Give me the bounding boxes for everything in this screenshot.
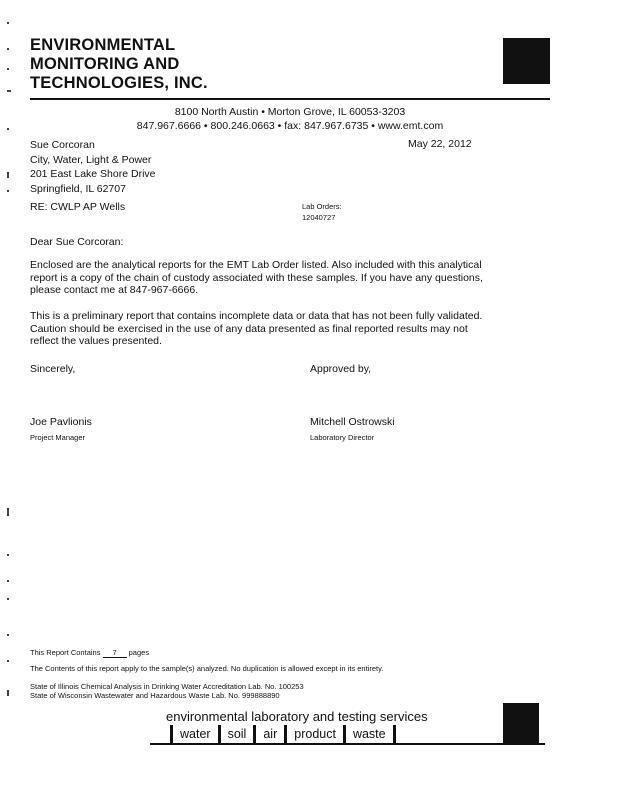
body-paragraph-2: This is a preliminary report that contains incomplete data or data that has not been fully validated. Caution should be exercised in the use of any data presented as final reported results may not reflect the values presented. bbox=[30, 310, 483, 347]
body-paragraph-1: Enclosed are the analytical reports for the EMT Lab Order listed. Also included with this analytical report is a copy of the chain of custody associated with these samples. If you have any questions, please contact me at 847-967-6666. bbox=[30, 259, 483, 296]
recipient-street: 201 East Lake Shore Drive bbox=[30, 168, 156, 180]
recipient-name: Sue Corcoran bbox=[30, 139, 95, 151]
service-air: air bbox=[263, 727, 278, 741]
lab-orders bbox=[302, 201, 342, 223]
signer2-name: Mitchell Ostrowski bbox=[310, 416, 395, 428]
service-soil: soil bbox=[227, 727, 247, 741]
service-product: product bbox=[294, 727, 336, 741]
recipient-org: City, Water, Light & Power bbox=[30, 153, 152, 166]
closing-sincerely: Sincerely, bbox=[30, 363, 76, 375]
duplication-notice: The Contents of this report apply to the sample(s) analyzed. No duplication is allowed except in its entirety. bbox=[30, 664, 384, 673]
company-name bbox=[30, 36, 208, 93]
scan-mark bbox=[7, 598, 9, 600]
services-divider bbox=[393, 725, 396, 743]
footer-logo-block bbox=[503, 703, 539, 743]
recipient-block bbox=[30, 138, 156, 196]
scan-mark bbox=[7, 48, 9, 50]
scan-mark bbox=[7, 690, 9, 696]
service-waste: waste bbox=[352, 727, 386, 741]
cert-wisconsin: State of Wisconsin Wastewater and Hazardous Waste Lab. No. 999888890 bbox=[30, 691, 280, 700]
company-name-line1: ENVIRONMENTAL bbox=[30, 36, 176, 54]
salutation: Dear Sue Corcoran: bbox=[30, 236, 124, 248]
services-tagline: environmental laboratory and testing services bbox=[166, 709, 428, 724]
page-count-value: 7 bbox=[103, 648, 127, 658]
scan-mark bbox=[7, 508, 9, 516]
company-name-line2: MONITORING AND bbox=[30, 55, 180, 73]
scan-mark bbox=[7, 634, 9, 636]
recipient-city: Springfield, IL 62707 bbox=[30, 182, 126, 195]
scan-mark bbox=[7, 68, 9, 70]
header-divider bbox=[30, 98, 550, 100]
scan-mark bbox=[7, 190, 9, 192]
service-water: water bbox=[180, 727, 211, 741]
certifications bbox=[30, 682, 304, 700]
scan-mark bbox=[7, 172, 9, 178]
cert-illinois: State of Illinois Chemical Analysis in Drinking Water Accreditation Lab. No. 100253 bbox=[30, 682, 304, 691]
scan-mark bbox=[7, 554, 9, 556]
scan-mark bbox=[7, 660, 9, 662]
lab-orders-label: Lab Orders: bbox=[302, 202, 342, 211]
company-name-line3: TECHNOLOGIES, INC. bbox=[30, 74, 208, 92]
scan-mark bbox=[7, 22, 9, 24]
page-count-line bbox=[30, 648, 149, 658]
company-address: 8100 North Austin • Morton Grove, IL 60053-3203 bbox=[174, 106, 406, 118]
page-count-prefix: This Report Contains bbox=[30, 648, 101, 657]
re-line: RE: CWLP AP Wells bbox=[30, 201, 126, 213]
footer-divider bbox=[150, 743, 545, 745]
services-list bbox=[170, 725, 396, 743]
company-logo-block bbox=[503, 38, 550, 84]
signer1-name: Joe Pavlionis bbox=[30, 416, 92, 428]
company-contact: 847.967.6666 • 800.246.0663 • fax: 847.967.6735 • www.emt.com bbox=[136, 120, 444, 132]
lab-order-number: 12040727 bbox=[302, 213, 336, 222]
signer1-title: Project Manager bbox=[30, 433, 86, 442]
scan-mark bbox=[7, 90, 11, 92]
letter-date: May 22, 2012 bbox=[408, 138, 472, 150]
signer2-title: Laboratory Director bbox=[310, 433, 375, 442]
page-count-suffix: pages bbox=[128, 648, 150, 657]
scan-mark bbox=[7, 128, 9, 130]
closing-approved-by: Approved by, bbox=[310, 363, 372, 375]
scan-mark bbox=[7, 580, 9, 582]
